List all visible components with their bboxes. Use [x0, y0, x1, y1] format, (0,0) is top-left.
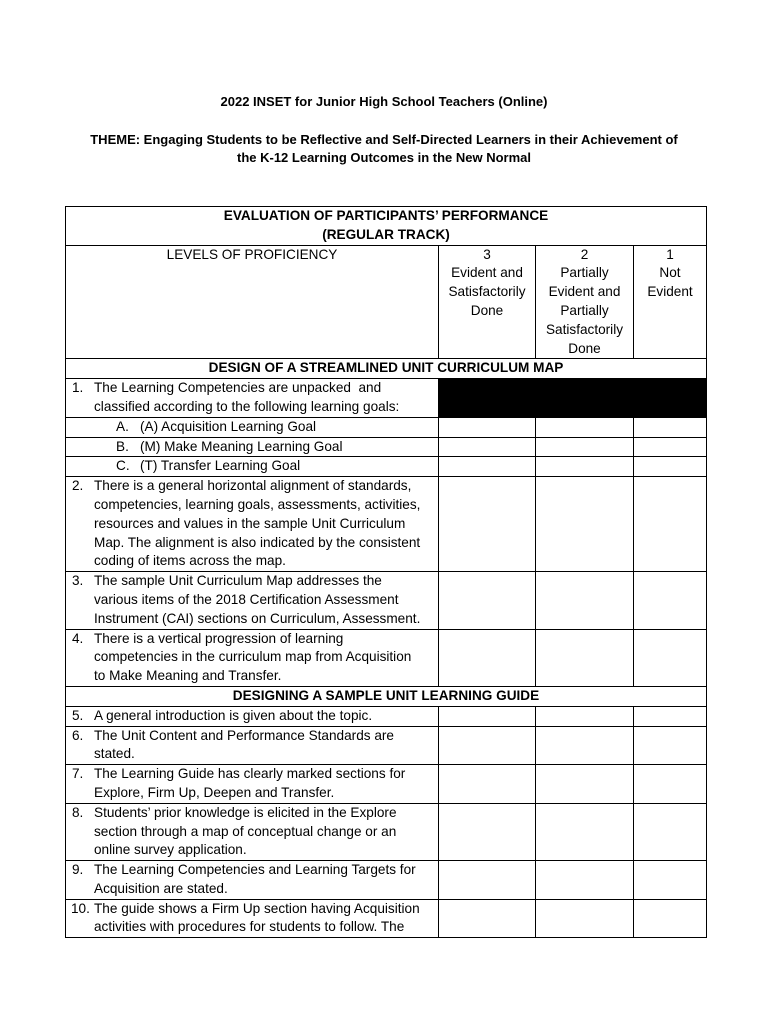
level-description: Partially	[560, 302, 609, 318]
level-description: Evident	[647, 284, 693, 300]
criterion-row	[66, 861, 707, 900]
rating-cell-2	[536, 861, 634, 900]
criterion-text-line: various items of the 2018 Certification Assessment	[94, 591, 399, 607]
criterion-cell	[66, 765, 439, 804]
document-title: 2022 INSET for Junior High School Teachers (Online)	[220, 94, 548, 109]
level-score: 1	[666, 246, 674, 262]
learning-goal-row	[66, 457, 707, 477]
criterion-cell	[66, 417, 439, 437]
shaded-rating-cell	[439, 379, 707, 418]
criterion-7	[66, 765, 438, 803]
criterion-cell	[66, 899, 439, 938]
document-theme	[0, 131, 768, 167]
criterion-text-line: online survey application.	[94, 842, 247, 858]
learning-goal-text: (M) Make Meaning Learning Goal	[140, 438, 343, 454]
criterion-number: 4.	[72, 630, 84, 646]
levels-label: LEVELS OF PROFICIENCY	[166, 246, 338, 262]
learning-goal-text: (T) Transfer Learning Goal	[140, 458, 301, 474]
rating-cell-1	[634, 899, 707, 938]
criterion-1	[66, 379, 438, 417]
criterion-6	[66, 727, 438, 765]
learning-goal-text: (A) Acquisition Learning Goal	[140, 418, 317, 434]
criterion-number: 7.	[72, 766, 84, 782]
criterion-text-line: The Learning Competencies are unpacked and	[94, 380, 382, 396]
criterion-text-line: The Learning Competencies and Learning Targets for	[94, 862, 416, 878]
rating-cell-1	[634, 861, 707, 900]
learning-goal-letter: A.	[116, 418, 129, 434]
criterion-text-line: Instrument (CAI) sections on Curriculum, Assessment.	[94, 610, 421, 626]
rating-cell-2	[536, 726, 634, 765]
criterion-text-line: The Learning Guide has clearly marked sections for	[94, 766, 406, 782]
rating-cell-3	[439, 765, 536, 804]
level-description: Evident and	[451, 265, 523, 281]
criterion-row	[66, 803, 707, 860]
criterion-row	[66, 899, 707, 938]
level-2-header	[536, 245, 634, 359]
level-description: Not	[659, 265, 681, 281]
table-heading	[66, 207, 707, 246]
criterion-row	[66, 765, 707, 804]
criterion-cell	[66, 477, 439, 572]
rating-cell-1	[634, 457, 707, 477]
rating-cell-3	[439, 437, 536, 457]
criterion-row	[66, 726, 707, 765]
rating-cell-1	[634, 765, 707, 804]
criterion-text-line: There is a general horizontal alignment of standards,	[94, 478, 412, 494]
theme-line-1: THEME: Engaging Students to be Reflective and Self-Directed Learners in their Achievement of	[90, 132, 678, 147]
levels-row	[66, 245, 707, 359]
rating-cell-2	[536, 629, 634, 686]
rating-cell-3	[439, 629, 536, 686]
rating-cell-2	[536, 437, 634, 457]
theme-line-2: the K-12 Learning Outcomes in the New Normal	[237, 150, 531, 165]
learning-goal-row	[66, 417, 707, 437]
criterion-9	[66, 861, 438, 899]
rating-cell-3	[439, 726, 536, 765]
criterion-cell	[66, 379, 439, 418]
criterion-text-line: Acquisition are stated.	[94, 880, 228, 896]
criterion-row	[66, 706, 707, 726]
rating-cell-3	[439, 803, 536, 860]
criterion-text-line: The sample Unit Curriculum Map addresses the	[94, 573, 382, 589]
criterion-text-line: classified according to the following learning goals:	[94, 398, 400, 414]
level-3-header	[439, 245, 536, 359]
evaluation-table	[65, 206, 707, 938]
criterion-row	[66, 477, 707, 572]
criterion-number: 8.	[72, 804, 84, 820]
rating-cell-3	[439, 899, 536, 938]
criterion-text-line: Map. The alignment is also indicated by the consistent	[94, 534, 421, 550]
criterion-3	[66, 572, 438, 628]
rating-cell-3	[439, 457, 536, 477]
criterion-row	[66, 629, 707, 686]
section-title: DESIGNING A SAMPLE UNIT LEARNING GUIDE	[66, 686, 707, 706]
rating-cell-2	[536, 765, 634, 804]
criterion-10	[66, 900, 438, 938]
rating-cell-3	[439, 417, 536, 437]
level-description: Satisfactorily	[545, 321, 624, 337]
rating-cell-2	[536, 706, 634, 726]
level-1-header	[634, 245, 707, 359]
rating-cell-2	[536, 803, 634, 860]
section-title-row	[66, 359, 707, 379]
level-description: Partially	[560, 265, 609, 281]
rating-cell-1	[634, 726, 707, 765]
criterion-number: 6.	[72, 727, 84, 743]
rating-cell-1	[634, 437, 707, 457]
learning-goal-a	[66, 418, 438, 437]
rating-cell-1	[634, 629, 707, 686]
learning-goal-row	[66, 437, 707, 457]
levels-label-cell	[66, 245, 439, 359]
rating-cell-2	[536, 899, 634, 938]
section-title: DESIGN OF A STREAMLINED UNIT CURRICULUM MAP	[66, 359, 707, 379]
level-score: 3	[483, 246, 491, 262]
learning-goal-letter: C.	[116, 458, 130, 474]
rating-cell-1	[634, 572, 707, 629]
criterion-cell	[66, 861, 439, 900]
table-heading-row	[66, 207, 707, 246]
rating-cell-2	[536, 477, 634, 572]
criterion-row	[66, 572, 707, 629]
criterion-number: 9.	[72, 862, 84, 878]
criterion-number: 10.	[71, 900, 90, 916]
rating-cell-1	[634, 477, 707, 572]
rating-cell-3	[439, 572, 536, 629]
level-description: Evident and	[548, 284, 621, 300]
criterion-cell	[66, 572, 439, 629]
rating-cell-2	[536, 572, 634, 629]
learning-goal-c	[66, 457, 438, 476]
criterion-text-line: to Make Meaning and Transfer.	[94, 668, 282, 684]
criterion-4	[66, 630, 438, 686]
table-heading-title: EVALUATION OF PARTICIPANTS’ PERFORMANCE	[223, 208, 549, 223]
table-heading-track: (REGULAR TRACK)	[322, 226, 450, 242]
criterion-text-line: A general introduction is given about the topic.	[94, 707, 373, 723]
level-description: Satisfactorily	[448, 284, 526, 300]
learning-goal-letter: B.	[116, 438, 129, 454]
criterion-5	[66, 707, 438, 726]
criterion-text-line: Explore, Firm Up, Deepen and Transfer.	[94, 784, 335, 800]
rating-cell-2	[536, 457, 634, 477]
criterion-text-line: There is a vertical progression of learning	[94, 630, 344, 646]
criterion-text-line: resources and values in the sample Unit Curriculum	[94, 515, 406, 531]
criterion-text-line: activities with procedures for students to follow. The	[94, 919, 405, 935]
rating-cell-2	[536, 417, 634, 437]
criterion-text-line: The guide shows a Firm Up section having Acquisition	[94, 900, 420, 916]
rating-cell-3	[439, 477, 536, 572]
criterion-text-line: section through a map of conceptual change or an	[94, 823, 397, 839]
criterion-cell	[66, 437, 439, 457]
criterion-cell	[66, 706, 439, 726]
criterion-cell	[66, 457, 439, 477]
level-score: 2	[580, 246, 589, 262]
criterion-cell	[66, 629, 439, 686]
criterion-8	[66, 804, 438, 860]
criterion-row	[66, 379, 707, 418]
criterion-cell	[66, 803, 439, 860]
criterion-text-line: stated.	[94, 746, 135, 762]
section-title-row	[66, 686, 707, 706]
criterion-text-line: competencies in the curriculum map from Acquisition	[94, 649, 412, 665]
criterion-text-line: coding of items across the map.	[94, 553, 286, 569]
criterion-text-line: Students’ prior knowledge is elicited in the Explore	[94, 804, 397, 820]
criterion-number: 2.	[72, 478, 84, 494]
criterion-cell	[66, 726, 439, 765]
criterion-text-line: The Unit Content and Performance Standards are	[94, 727, 394, 743]
level-description: Done	[470, 302, 504, 318]
rating-cell-3	[439, 706, 536, 726]
rating-cell-1	[634, 803, 707, 860]
learning-goal-b	[66, 438, 438, 457]
criterion-number: 5.	[72, 707, 84, 723]
rating-cell-1	[634, 417, 707, 437]
criterion-text-line: competencies, learning goals, assessments, activities,	[94, 496, 421, 512]
level-description: Done	[568, 340, 601, 356]
criterion-number: 3.	[72, 573, 84, 589]
rating-cell-1	[634, 706, 707, 726]
criterion-2	[66, 477, 438, 571]
rating-cell-3	[439, 861, 536, 900]
criterion-number: 1.	[72, 380, 84, 396]
